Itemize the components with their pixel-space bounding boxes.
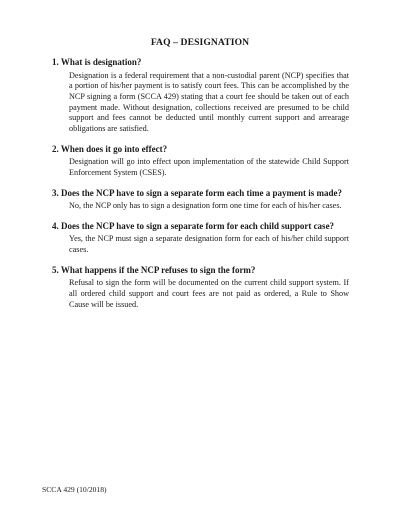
- answer-1: Designation is a federal requirement that a non-custodial parent (NCP) specifies that a portion of his/her payment is to satisfy court fees. This can be accomplished by the NCP signing a form (SCCA 429) stating that a court fee should be taken out of each payment made. Without designation, collections received are presumed to be child support and fees cannot be deducted until monthly current support and arrearage obligations are satisfied.: [69, 70, 349, 134]
- faq-item-5: [52, 265, 352, 311]
- answer-2: Designation will go into effect upon implementation of the statewide Child Support Enforcement System (CSES).: [69, 157, 349, 177]
- question-text: Does the NCP have to sign a separate form each time a payment is made?: [61, 187, 342, 198]
- answer-4: Yes, the NCP must sign a separate designation form for each of his/her child support cases.: [69, 234, 349, 255]
- question-number: 1.: [52, 57, 59, 67]
- answer-5: Refusal to sign the form will be documented on the current child support system. If all ordered child support and court fees are not paid as ordered, a Rule to Show Cause will be issued.: [69, 278, 349, 309]
- faq-item-1: [52, 57, 352, 135]
- question-4: [52, 221, 352, 233]
- faq-item-3: [52, 188, 352, 212]
- question-3: [52, 188, 352, 200]
- faq-list: [52, 57, 352, 319]
- faq-item-2: [52, 144, 352, 179]
- page-title: FAQ – DESIGNATION: [150, 37, 250, 48]
- faq-item-4: [52, 221, 352, 256]
- question-text: What happens if the NCP refuses to sign the form?: [60, 264, 256, 275]
- question-5: [52, 265, 352, 277]
- question-1: [52, 57, 352, 69]
- question-text: Does the NCP have to sign a separate form for each child support case?: [61, 220, 335, 231]
- answer-3: No, the NCP only has to sign a designation form one time for each of his/her cases.: [69, 201, 342, 211]
- question-2: [52, 144, 352, 156]
- question-number: 5.: [52, 264, 59, 275]
- question-text: When does it go into effect?: [60, 143, 168, 154]
- form-footer: SCCA 429 (10/2018): [42, 485, 107, 494]
- question-number: 3.: [52, 187, 59, 198]
- question-number: 4.: [52, 220, 59, 231]
- question-text: What is designation?: [60, 57, 142, 67]
- question-number: 2.: [52, 143, 59, 154]
